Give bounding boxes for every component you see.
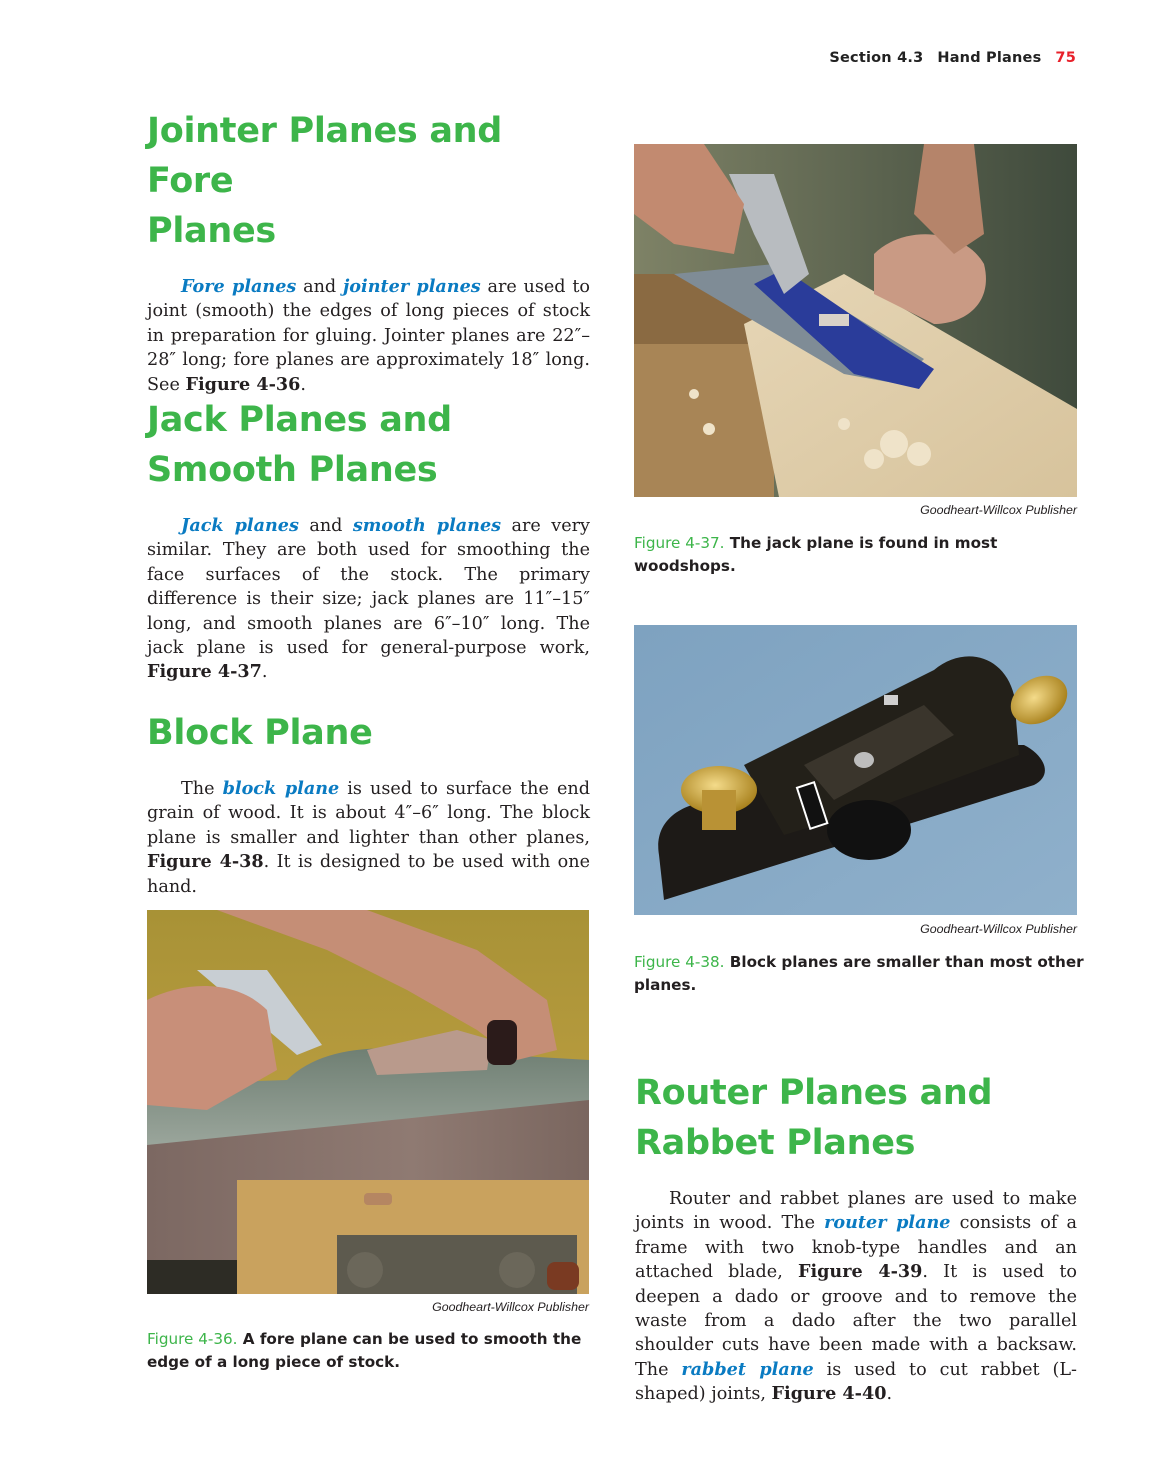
- text-run: .: [261, 662, 268, 683]
- heading-line: Router Planes and: [635, 1073, 993, 1113]
- paragraph-block: [147, 777, 590, 899]
- text-run: . It is used to deepen a dado or groove and to remove the waste from a dado after the two parallel shoulder cuts have been made with a backsaw. The: [635, 1262, 1078, 1380]
- figure-number: Figure 4-38.: [634, 953, 725, 971]
- section-number: Section 4.3: [829, 50, 924, 66]
- text-run: is used to surface the end grain of wood. It is about 4″–6″ long. The block plane is smaller and lighter than other planes,: [147, 779, 590, 848]
- text-run: consists of a frame with two knob-type handles and an attached blade,: [635, 1213, 1077, 1283]
- term-jack-planes: Jack planes: [181, 515, 299, 536]
- term-block-plane: block plane: [222, 778, 340, 799]
- figure-number: Figure 4-37.: [634, 534, 725, 552]
- heading-jointer-planes: [147, 106, 590, 256]
- figure-4-38-caption: [634, 951, 1084, 997]
- heading-line: Planes: [147, 211, 276, 251]
- figure-reference: Figure 4-39: [797, 1261, 923, 1283]
- paragraph-jointer: [147, 275, 590, 397]
- figure-4-37-caption: [634, 532, 1084, 578]
- block-plane-photo-icon: [634, 625, 1077, 915]
- heading-block-plane: Block Plane: [147, 713, 373, 753]
- figure-reference: Figure 4-36: [185, 373, 301, 395]
- figure-reference: Figure 4-37: [147, 661, 262, 683]
- fore-plane-photo-icon: [147, 910, 589, 1294]
- paragraph-jack: [147, 514, 590, 685]
- heading-line: Jointer Planes and Fore: [147, 111, 503, 201]
- figure-4-36-caption: [147, 1328, 597, 1374]
- text-run: .: [886, 1384, 893, 1405]
- heading-jack-planes: [147, 395, 590, 495]
- term-router-plane: router plane: [824, 1212, 951, 1234]
- running-head: [829, 50, 1076, 66]
- figure-4-36-photo: [147, 910, 589, 1294]
- term-jointer-planes: jointer planes: [342, 276, 481, 297]
- heading-line: Smooth Planes: [147, 450, 438, 490]
- text-run: and: [296, 277, 343, 297]
- caption-text: A fore plane can be used to smooth the edge of a long piece of stock.: [147, 1330, 582, 1371]
- text-run: Router and rabbet planes are used to make joints in wood. The: [635, 1189, 1077, 1234]
- figure-number: Figure 4-36.: [147, 1330, 238, 1348]
- caption-text: Block planes are smaller than most other planes.: [634, 953, 1084, 994]
- text-run: are very similar. They are both used for smoothing the face surfaces of the stock. The primary difference is their size; jack planes are 11″–15″ long, and smooth planes are 6″–10″ long. The jack plane is used for general-purpose work,: [147, 516, 590, 659]
- section-block-plane: [147, 708, 590, 899]
- section-router-planes: [635, 1068, 1077, 1407]
- figure-4-38-credit: Goodheart-Willcox Publisher: [920, 922, 1077, 936]
- section-jack-planes: [147, 395, 590, 685]
- figure-4-37-credit: Goodheart-Willcox Publisher: [920, 503, 1077, 517]
- page-number: 75: [1055, 50, 1076, 66]
- text-run: and: [298, 516, 353, 536]
- paragraph-router: [635, 1187, 1077, 1407]
- heading-router-planes: [635, 1068, 1077, 1168]
- section-jointer-planes: [147, 106, 590, 397]
- term-fore-planes: Fore planes: [181, 276, 297, 297]
- text-run: .: [300, 374, 306, 395]
- caption-text: The jack plane is found in most woodshops.: [634, 534, 998, 575]
- text-run: The: [181, 779, 223, 799]
- jack-plane-photo-icon: [634, 144, 1077, 497]
- figure-4-36-credit: Goodheart-Willcox Publisher: [432, 1300, 589, 1314]
- text-run: are used to joint (smooth) the edges of long pieces of stock in preparation for gluing. Jointer planes are 22″–28″ long; fore planes are approximately 18″ long. See: [147, 277, 590, 395]
- figure-reference: Figure 4-38: [147, 851, 264, 873]
- figure-4-37-photo: [634, 144, 1077, 497]
- figure-reference: Figure 4-40: [771, 1383, 887, 1405]
- text-run: . It is designed to be used with one hand.: [147, 852, 590, 897]
- term-rabbet-plane: rabbet plane: [681, 1358, 814, 1380]
- chapter-title: Hand Planes: [937, 50, 1042, 66]
- term-smooth-planes: smooth planes: [352, 515, 502, 536]
- heading-line: Jack Planes and: [147, 400, 452, 440]
- text-run: is used to cut rabbet (L-shaped) joints,: [635, 1359, 1077, 1405]
- heading-line: Rabbet Planes: [635, 1123, 916, 1163]
- figure-4-38-photo: [634, 625, 1077, 915]
